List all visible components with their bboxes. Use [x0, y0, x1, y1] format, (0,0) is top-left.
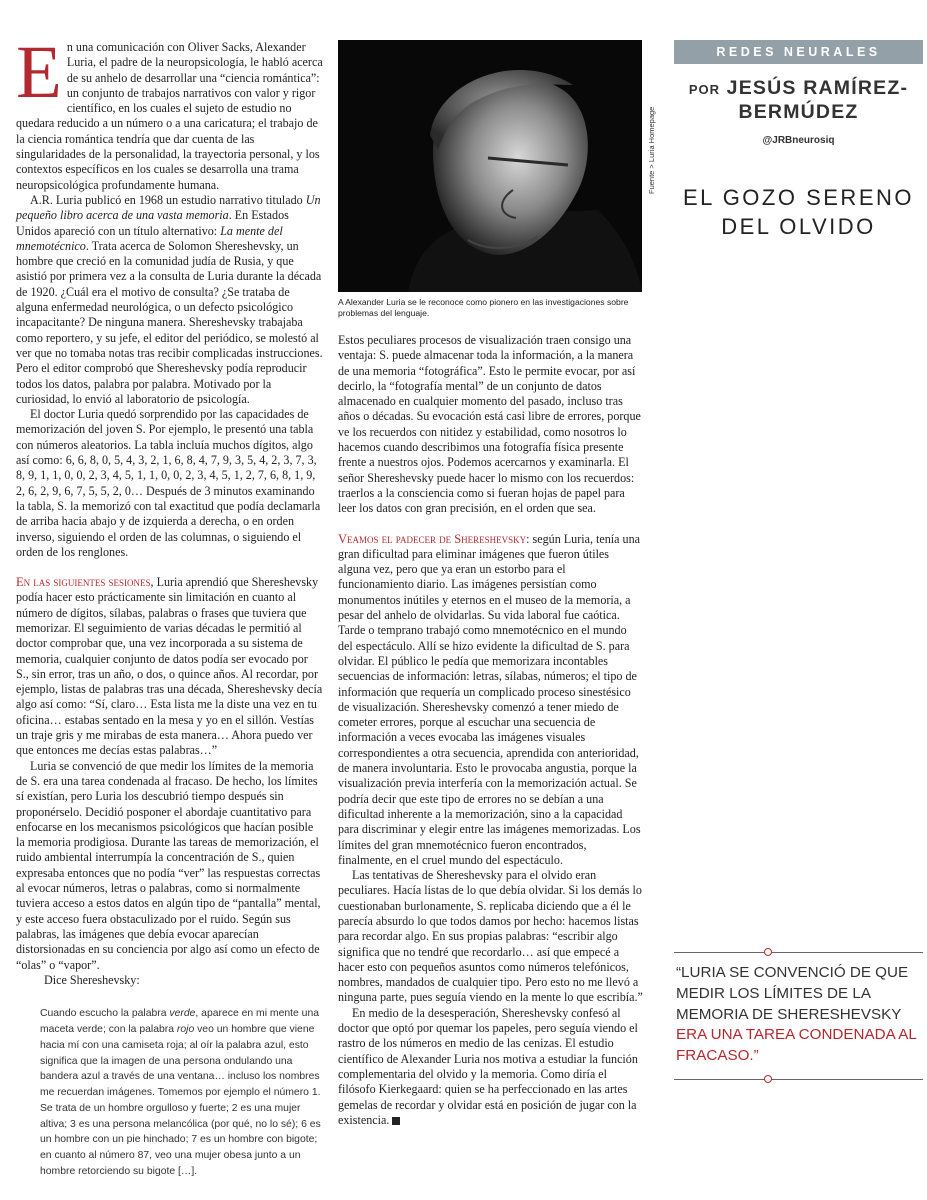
paragraph: A.R. Luria publicó en 1968 un estudio narrativo titulado Un pequeño libro acerca de una vasta memoria. En Estados Unidos apareció con un título alternativo: La mente del mnemotécnico. Trata acerca de Solomon Shereshevsky, un hombre que creció en la comunidad judía de Rusia, y que asistió por primera vez a la consulta de Luria durante la década de 1920. ¿Cuál era el motivo de consulta? ¿Se trataba de alguna enfermedad neurológica, o un defecto psicológico incapacitante? De ninguna manera. Shereshevsky trabajaba como reportero, y su jefe, el editor del periódico, se molestó al ver que no tomaba notas tras recibir complicadas instrucciones. Pero el editor comprobó que Shereshevsky podía reproducir todos los datos, palabra por palabra. Motivado por la curiosidad, lo envió al laboratorio de psicología. [16, 192, 323, 406]
paragraph: El doctor Luria quedó sorprendido por las capacidades de memorización del joven S. Por ejemplo, le presentó una tabla con números aleatorios. La tabla incluía muchos dígitos, algo así como: 6, 6, 8, 0, 5, 4, 3, 2, 1, 6, 8, 4, 7, 9, 3, 5, 4, 2, 3, 7, 3, 8, 9, 1, 1, 0, 0, 2, 3, 4, 5, 1, 1, 0, 0, 2, 3, 4, 5, 1, 2, 7, 6, 8, 1, 9, 2, 6, 2, 9, 6, 7, 5, 5, 2, 0… Después de 3 minutos examinando la tabla, S. la memorizó con tal exactitud que podía declamarla de arriba hacia abajo y de izquierda a derecha, o en orden inverso, siguiendo el orden de las columnas, o siguiendo el orden de los renglones. [16, 407, 321, 559]
circle-icon [764, 1075, 772, 1083]
section-lead: En las siguientes sesiones [16, 575, 151, 590]
end-mark-icon: C [392, 1117, 400, 1125]
section-lead: Veamos el padecer de Shereshevsky [338, 531, 527, 546]
paragraph: En las siguientes sesiones, Luria aprendió que Shereshevsky podía hacer esto prácticamente sin limitación en cuanto al número de dígitos, sílabas, palabras o frases que tuviera que memorizar. El seguimiento de varias décadas le permitió al doctor comprobar que, una vez incorporada a su sistema de memoria, cualquier conjunto de datos podía ser evocado por S., sin error, tras un año, o dos, o quince años. Al recordar, por ejemplo, listas de palabras tras una década, Shereshevsky decía algo así como: “Sí, claro… Esta lista me la diste una vez en tu oficina… estabas sentado en la mesa y yo en el sillón. Vestías un traje gris y me mirabas de esta manera… Ahora puedo ver que entonces me decías estas palabras…” [16, 575, 323, 758]
paragraph: Dice Shereshevsky: [44, 972, 140, 987]
paragraph: Veamos el padecer de Shereshevsky: según Luria, tenía una gran dificultad para eliminar imágenes que fueron útiles alguna vez, pero que ya eran un estorbo para el funcionamiento diario. Las imágenes persistían como monumentos inútiles y eternos en el museo de la memoria, a pesar del anhelo de olvidarlas. Su vida laboral fue caótica. Tarde o temprano trabajó como mnemotécnico en el mundo del espectáculo. Allí se hizo evidente la dificultad de S. para olvidar. El público le pedía que memorizara incontables secuencias de información: letras, sílabas, números; el tipo de información que requería un complicado proceso sinestésico de visualización. Shereshevsky comenzó a tener miedo de cometer errores, porque al escuchar una secuencia de información a veces evocaba las imágenes visuales correspondientes a otra secuencia, aprendida con anterioridad, de manera involuntaria. Esto le provocaba angustia, porque la visualización previa interfería con la memorización actual. Se podría decir que este tipo de errores no se debían a una dificultad inherente a la memorización, sino a la capacidad para discriminar y elegir entre las imágenes memorizadas. Los límites del gran mnemotécnico fueron encontrados, finalmente, en el cruel mundo del espectáculo. [338, 531, 641, 867]
sidebar-column [674, 40, 923, 241]
article-column-2 [338, 40, 644, 1128]
paragraph: n una comunicación con Oliver Sacks, Alexander Luria, el padre de la neuropsicología, le habló acerca de su anhelo de desarrollar una “ciencia romántica”: un conjunto de trabajos narrativos con valor y rigor científico, en los cuales el sujeto de estudio no quedara reducido a un número o a una caricatura; el trabajo de la ciencia romántica tendría que dar cuenta de las singularidades de la personalidad, la trayectoria personal, y los contextos específicos en los cuales se desarrolla una trama neuropsicológica profundamente humana. [16, 40, 323, 192]
divider [674, 948, 923, 957]
pull-quote: “LURIA SE CONVENCIÓ DE QUE MEDIR LOS LÍMITES DE LA MEMORIA DE SHERESHEVSKY ERA UNA TAREA CONDENADA AL FRACASO.” [674, 948, 923, 1084]
luria-photo [338, 40, 642, 292]
paragraph: Estos peculiares procesos de visualización traen consigo una ventaja: S. puede almacenar toda la información, a la manera de una memoria “fotográfica”. Esto le permite evocar, por así decirlo, la “fotografía mental” de un conjunto de datos almacenado en cualquier momento del pasado, incluso tras años o décadas. Su evocación está casi libre de errores, porque ve los recuerdos con nitidez y estabilidad, como nosotros lo hacemos cuando describimos una fotografía física presente frente a nuestros ojos. Podemos acercarnos y examinarla. El señor Shereshevsky puede hacer lo mismo con los recuerdos: traerlos a la consciencia como si fueran hojas de papel para leer los datos con gran precisión, en el orden que sea. [338, 333, 641, 516]
article-headline: EL GOZO SERENO DEL OLVIDO [682, 185, 914, 240]
block-quote: Cuando escucho la palabra verde, aparece en mi mente una maceta verde; con la palabra rojo veo un hombre que viene hacia mí con una camiseta roja; al oír la palabra azul, esto significa que la imagen de una persona ondulando una bandera azul a través de una ventana… incluso los nombres me recuerdan imágenes. Tomemos por ejemplo el número 1. Se trata de un hombre orgulloso y fuerte; 2 es una mujer altiva; 3 es una persona melancólica (por qué, no lo sé); 6 es un hombre con un pie hinchado; 7 es un hombre con bigote; en cuanto al número 87, veo una mujer obesa junto a un hombre retorciendo su bigote […]. [40, 1008, 321, 1178]
paragraph: Luria se convenció de que medir los límites de la memoria de S. era una tarea condenada al fracaso. De hecho, los límites sí existían, pero Luria los descubrió tiempo después sin proponérselo. Decidió posponer el abordaje cuantitativo para enfocarse en los mecanismos psicológicos que hacían posible la memoria prodigiosa. Durante las tareas de memorización, el ruido ambiental interrumpía la concentración de S., quien expresaba entonces que no podía “ver” las respuestas correctas al evocar números, letras o palabras, como si normalmente tuviera acceso a estos datos en algún tipo de “pantalla” mental, y este acceso fuera obstaculizado por el ruido. Según sus palabras, las imágenes que debía evocar aparecían distorsionadas en su conciencia por algo así como un efecto de “olas” o “vapor”. [16, 758, 321, 972]
photo-caption: A Alexander Luria se le reconoce como pionero en las investigaciones sobre problemas del lenguaje. [338, 297, 629, 318]
circle-icon [764, 948, 772, 956]
article-column-1 [16, 31, 323, 1180]
book-title: Un pequeño libro acerca de una vasta memoria [16, 192, 321, 223]
author-handle: @JRBneurosiq [762, 135, 835, 146]
divider [674, 1075, 923, 1084]
section-rubric: REDES NEURALES [674, 40, 923, 64]
drop-cap: E [16, 31, 62, 114]
portrait-image [338, 40, 642, 292]
paragraph: En medio de la desesperación, Shereshevsky confesó al doctor que optó por quemar los papeles, pero seguía viendo el rastro de los números en medio de las cenizas. El estudio científico de Alexander Luria nos motiva a estudiar la función complementaria del olvido y la memoria. Como diría el filósofo Kierkegaard: quien se ha perfeccionado en las artes gemelas de recordar y olvidar está en posición de jugar con la existencia. C [338, 1005, 638, 1127]
paragraph: Las tentativas de Shereshevsky para el olvido eran peculiares. Hacía listas de lo que debía olvidar. Si los demás lo cuestionaban burlonamente, S. replicaba diciendo que a él le parecía absurdo lo que todos damos por hecho: hacemos listas para recordar algo. En sus propias palabras: “escribir algo significa que no tendré que recordarlo… así que empecé a hacer esto con pequeños asuntos como números telefónicos, nombres, mandados de cualquier tipo. Pero esto no me llevó a ninguna parte, pues seguía viendo en la mente lo que escribía.” [338, 868, 643, 1005]
byline: POR JESÚS RAMÍREZ- BERMÚDEZ [688, 77, 909, 123]
book-title: La mente del mnemotécnico [16, 223, 283, 253]
photo-credit: Fuente > Luria Homepage [647, 106, 656, 194]
